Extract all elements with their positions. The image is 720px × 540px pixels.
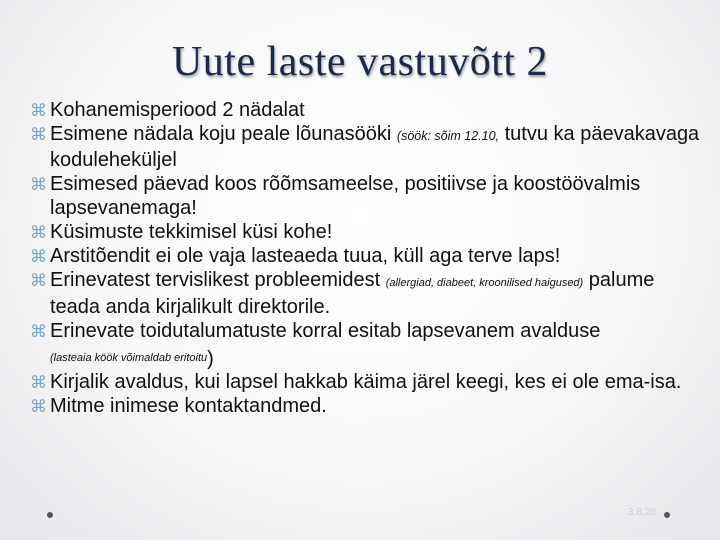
bullet-icon: ⌘ xyxy=(30,101,47,121)
sub-note-text: (lasteaia köök võimaldab eritoitu xyxy=(50,352,208,364)
item-text-after: tutvu ka päevakavaga koduleheküljel xyxy=(50,123,700,171)
item-text: Kirjalik avaldus, kui lapsel hakkab käima järel keegi, kes ei ole ema-isa. xyxy=(50,371,682,393)
item-text: Esimene nädala koju peale lõunasööki xyxy=(50,123,397,145)
item-note: (söök: sõim 12.10, xyxy=(396,129,500,143)
item-text: Esimesed päevad koos rõõmsameelse, positiivse ja koostöövalmis lapsevanemaga! xyxy=(50,173,641,219)
item-text: Küsimuste tekkimisel küsi kohe! xyxy=(50,221,333,243)
bullet-icon: ⌘ xyxy=(30,373,47,393)
item-text: Kohanemisperiood 2 nädalat xyxy=(50,99,305,121)
list-item xyxy=(30,244,700,268)
item-text: Erinevate toidutalumatuste korral esitab lapsevanem avalduse xyxy=(50,320,601,342)
list-item xyxy=(30,98,700,122)
item-text: Erinevatest tervislikest probleemidest xyxy=(50,269,386,291)
list-item xyxy=(30,220,700,244)
bullet-icon: ⌘ xyxy=(30,247,47,267)
slide-title: Uute laste vastuvõtt 2 xyxy=(171,39,549,85)
list-item xyxy=(30,268,700,319)
bullet-icon: ⌘ xyxy=(30,125,47,145)
bullet-icon: ⌘ xyxy=(30,397,47,417)
list-item xyxy=(30,172,700,220)
list-item xyxy=(30,394,700,418)
item-text: Arstitõendit ei ole vaja lasteaeda tuua, küll aga terve laps! xyxy=(50,245,561,267)
list-item xyxy=(30,370,700,394)
bullet-list xyxy=(30,98,700,418)
bullet-icon: ⌘ xyxy=(30,175,47,195)
page-number: 3.8.20 xyxy=(628,507,656,518)
decorative-dot-left xyxy=(47,512,53,518)
item-note: (allergiad, diabeet, kroonilised haigused) xyxy=(385,277,584,289)
bullet-icon: ⌘ xyxy=(30,322,47,342)
list-item xyxy=(30,122,700,172)
bullet-icon: ⌘ xyxy=(30,271,47,291)
bullet-icon: ⌘ xyxy=(30,223,47,243)
item-text-after: palume teada anda kirjalikult direktorile. xyxy=(50,269,655,318)
list-item xyxy=(30,319,700,343)
item-sub-note xyxy=(30,343,700,370)
decorative-dot-right xyxy=(664,512,670,518)
item-text: Mitme inimese kontaktandmed. xyxy=(50,395,327,417)
sub-note-paren: ) xyxy=(207,348,214,370)
